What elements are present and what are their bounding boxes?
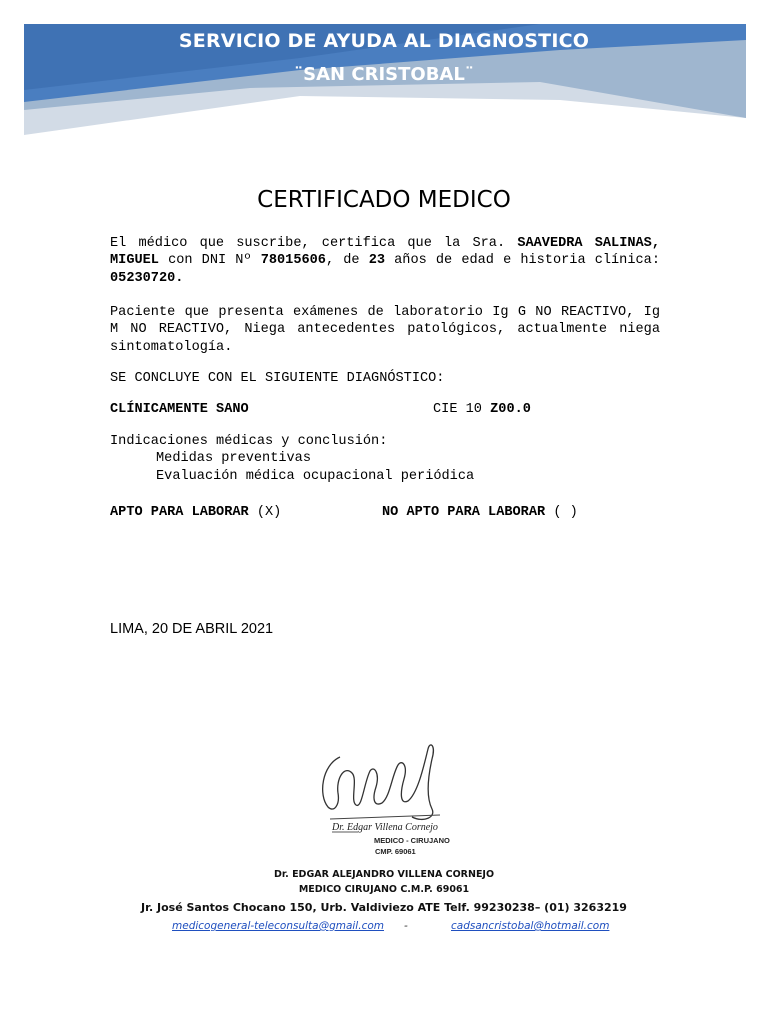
age-prefix: , de xyxy=(325,253,360,269)
stamp-role: MEDICO - CIRUJANO xyxy=(374,836,450,845)
intro-text: El médico que suscribe, certifica que la Sra. xyxy=(110,236,506,251)
no-apto-mark: ( ) xyxy=(553,505,578,520)
period: . xyxy=(175,270,184,286)
certification-paragraph xyxy=(110,235,660,287)
no-apto-label: NO APTO PARA LABORAR xyxy=(382,505,546,520)
cie-value: Z00.0 xyxy=(490,402,531,417)
email-link-gmail[interactable]: medicogeneral-teleconsulta@gmail.com xyxy=(172,920,384,932)
lab-results-paragraph: Paciente que presenta exámenes de laboratorio Ig G NO REACTIVO, Ig M NO REACTIVO, Niega antecedentes patológicos, actualmente niega sintomatología. xyxy=(110,305,660,355)
patient-name: SAAVEDRA SALINAS, MIGUEL xyxy=(110,236,660,269)
certificate-title: CERTIFICADO MEDICO xyxy=(257,187,511,213)
indications-heading: Indicaciones médicas y conclusión: xyxy=(110,434,388,449)
indication-item: Evaluación médica ocupacional periódica xyxy=(156,468,475,484)
email-link-hotmail[interactable]: cadsancristobal@hotmail.com xyxy=(451,920,610,932)
diagnosis-label: CLÍNICAMENTE SANO xyxy=(110,402,249,417)
stamp-cmp: CMP. 69061 xyxy=(375,847,416,856)
dni-label: con DNI Nº xyxy=(168,253,252,269)
apto-mark: (X) xyxy=(256,505,282,520)
footer-doctor-title: MEDICO CIRUJANO C.M.P. 69061 xyxy=(298,884,470,895)
header-subtitle: ¨SAN CRISTOBAL¨ xyxy=(294,64,474,85)
age-suffix: años de edad e historia clínica: xyxy=(394,253,660,269)
stamp-name: Dr. Edgar Villena Cornejo xyxy=(332,822,438,833)
cie-label: CIE 10 xyxy=(433,402,482,417)
apto-label: APTO PARA LABORAR xyxy=(110,505,249,520)
medical-indications xyxy=(110,433,474,485)
clinical-history-number: 05230720 xyxy=(110,270,176,286)
apto-option xyxy=(110,504,281,521)
footer-doctor-name: Dr. EDGAR ALEJANDRO VILLENA CORNEJO xyxy=(273,869,495,880)
doctor-signature-stamp xyxy=(300,735,460,860)
no-apto-option xyxy=(382,504,578,521)
header-banner xyxy=(0,0,768,140)
header-title: SERVICIO DE AYUDA AL DIAGNOSTICO xyxy=(178,30,590,52)
dni-value: 78015606 xyxy=(260,253,326,269)
signature-graphic xyxy=(300,735,460,860)
diagnosis-row xyxy=(110,401,660,419)
footer-address: Jr. José Santos Chocano 150, Urb. Valdiviezo ATE Telf. 99230238– (01) 3263219 xyxy=(141,901,627,914)
email-separator: - xyxy=(404,920,408,932)
footer-emails xyxy=(0,920,768,936)
age-value: 23 xyxy=(368,253,386,269)
conclusion-heading: SE CONCLUYE CON EL SIGUIENTE DIAGNÓSTICO: xyxy=(110,371,445,386)
indication-item: Medidas preventivas xyxy=(156,451,311,467)
aptitude-row xyxy=(110,504,660,522)
cie-code xyxy=(433,401,531,418)
place-date: LIMA, 20 DE ABRIL 2021 xyxy=(110,621,274,637)
